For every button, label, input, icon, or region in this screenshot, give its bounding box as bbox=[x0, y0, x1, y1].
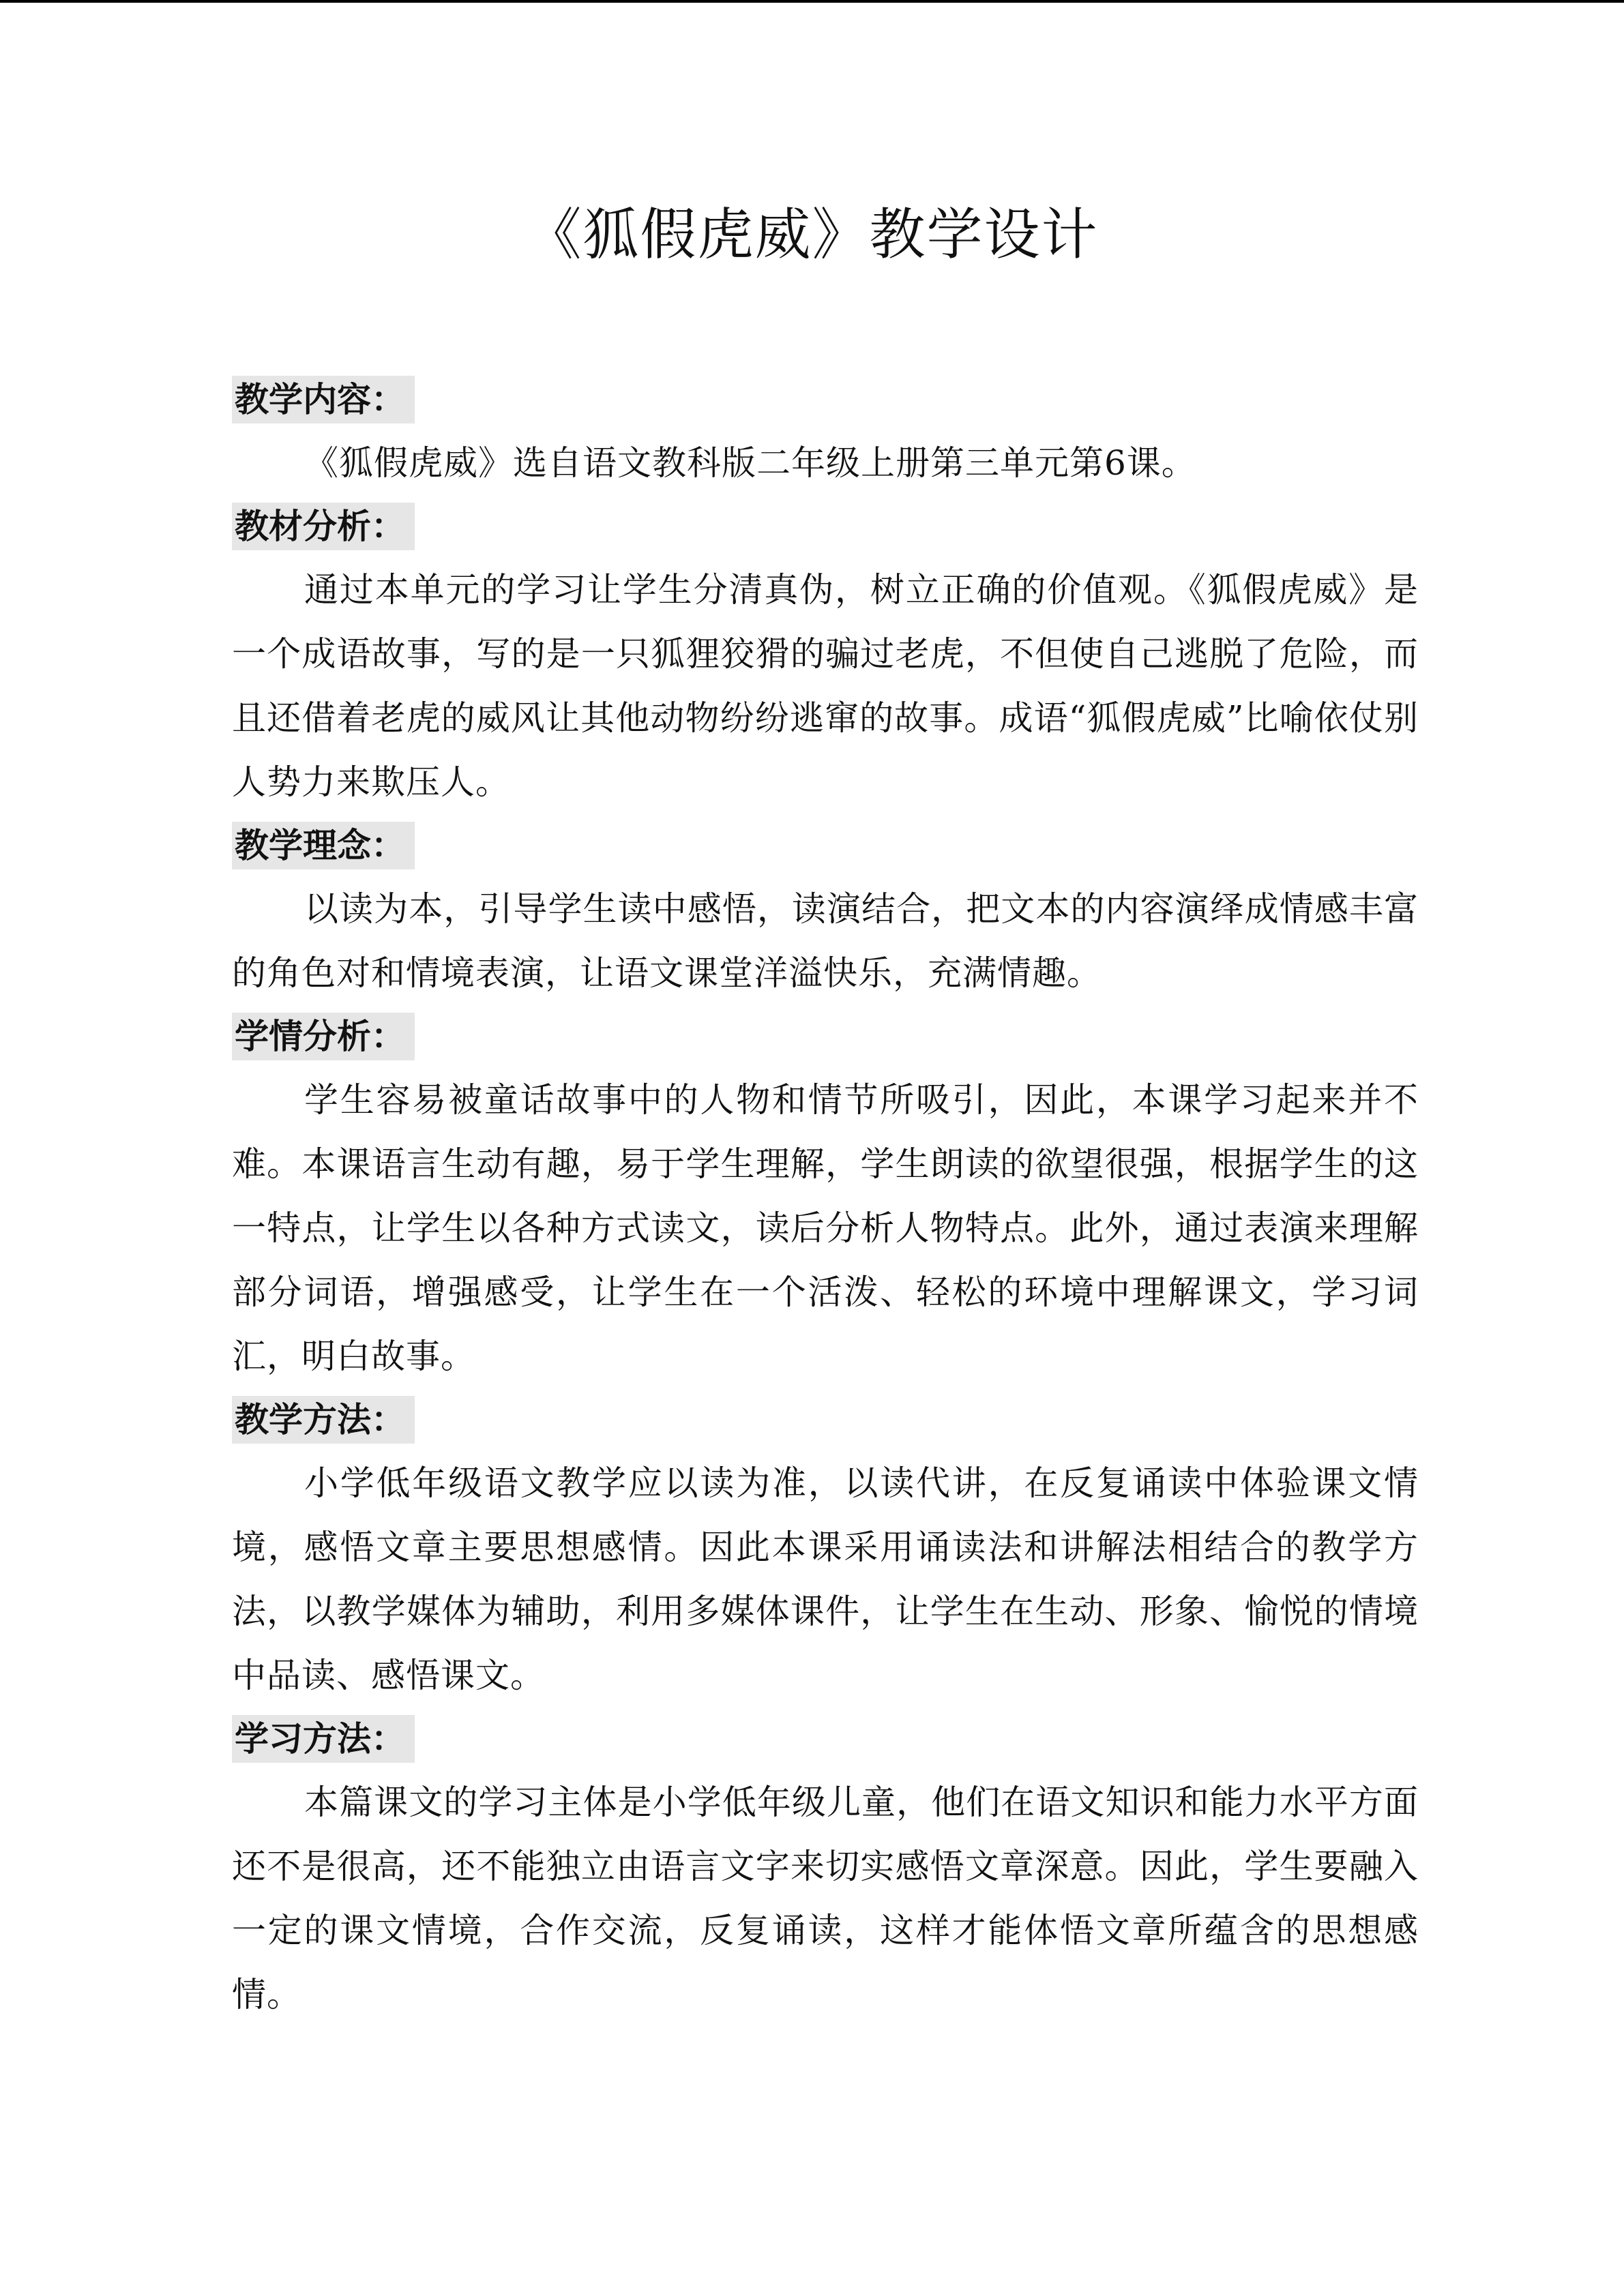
section-heading: 教学内容： bbox=[232, 376, 415, 423]
section-paragraph: 本篇课文的学习主体是小学低年级儿童，他们在语文知识和能力水平方面还不是很高，还不能独立由语言文字来切实感悟文章深意。因此，学生要融入一定的课文情境，合作交流，反复诵读，这样才能体悟文章所蕴含的思想感情。 bbox=[232, 1783, 1419, 2014]
section-learning-methods bbox=[232, 1708, 1419, 2027]
section-heading: 学情分析： bbox=[232, 1013, 415, 1060]
section-teaching-philosophy bbox=[232, 814, 1419, 1005]
section-learner-analysis bbox=[232, 1005, 1419, 1388]
section-paragraph: 学生容易被童话故事中的人物和情节所吸引，因此，本课学习起来并不难。本课语言生动有趣，易于学生理解，学生朗读的欲望很强，根据学生的这一特点，让学生以各种方式读文，读后分析人物特点。此外，通过表演来理解部分词语，增强感受，让学生在一个活泼、轻松的环境中理解课文，学习词汇，明白故事。 bbox=[232, 1080, 1419, 1376]
page-top-border bbox=[0, 0, 1624, 3]
section-paragraph: 通过本单元的学习让学生分清真伪，树立正确的价值观。《狐假虎威》是一个成语故事，写的是一只狐狸狡猾的骗过老虎，不但使自己逃脱了危险，而且还借着老虎的威风让其他动物纷纷逃窜的故事。成语“狐假虎威”比喻依仗别人势力来欺压人。 bbox=[232, 570, 1419, 802]
section-paragraph: 以读为本，引导学生读中感悟，读演结合，把文本的内容演绎成情感丰富的角色对和情境表演，让语文课堂洋溢快乐，充满情趣。 bbox=[232, 889, 1419, 993]
section-textbook-analysis bbox=[232, 495, 1419, 814]
section-paragraph: 小学低年级语文教学应以读为准，以读代讲，在反复诵读中体验课文情境，感悟文章主要思想感情。因此本课采用诵读法和讲解法相结合的教学方法，以教学媒体为辅助，利用多媒体课件，让学生在生动、形象、愉悦的情境中品读、感悟课文。 bbox=[232, 1463, 1419, 1695]
section-heading: 教学理念： bbox=[232, 822, 415, 869]
section-heading: 教材分析： bbox=[232, 503, 415, 550]
section-heading: 教学方法： bbox=[232, 1396, 415, 1444]
section-teaching-content bbox=[232, 368, 1419, 495]
document-body bbox=[232, 368, 1419, 2027]
document-title: 《狐假虎威》教学设计 bbox=[525, 203, 1099, 267]
section-heading: 学习方法： bbox=[232, 1715, 415, 1763]
section-paragraph: 《狐假虎威》选自语文教科版二年级上册第三单元第6课。 bbox=[304, 443, 1196, 483]
section-teaching-methods bbox=[232, 1388, 1419, 1708]
